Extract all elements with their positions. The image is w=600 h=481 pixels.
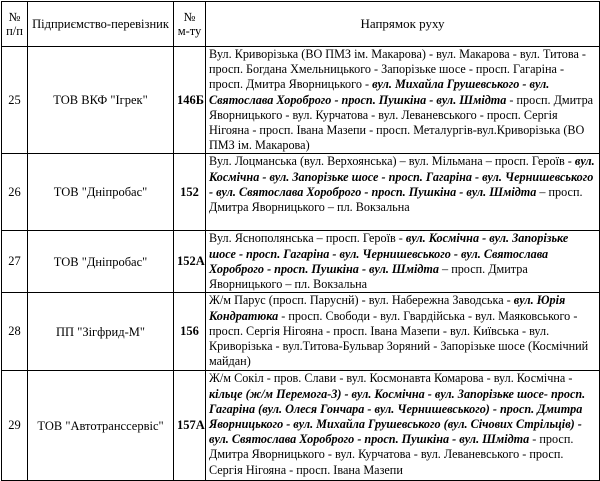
- direction-segment: Вул. Криворізька (ВО ПМЗ ім. Макарова) - вул. Макарова - вул. Титова - просп. Богдана Хмельницького - Запорізьке шосе - просп. Гагаріна - просп. Дмитра Яворницького -: [209, 47, 586, 92]
- direction-segment-highlight: кільце (ж/м Перемога-3) - вул. Космічна - вул. Запорізьке шосе- просп. Гагаріна (вул. Олеся Гончара - вул. Чернишевського) - просп. Дмитра Яворницького - вул. Михайла Грушевського (вул. Січових Стрільців) - вул. Святослава Хороброго - просп. Пушкіна - вул. Шмідта: [209, 386, 586, 447]
- row-num: 26: [2, 154, 28, 231]
- row-num: 25: [2, 47, 28, 154]
- row-route-number: 152А: [174, 231, 206, 293]
- direction-segment: Ж/м Сокіл - пров. Слави - вул. Космонавта Комарова - вул. Космічна -: [209, 371, 573, 386]
- row-num: 27: [2, 231, 28, 293]
- routes-table: [1, 1, 600, 481]
- row-num: 28: [2, 293, 28, 371]
- table-row: [2, 231, 600, 293]
- header-route-no: № м-ту: [174, 2, 206, 47]
- row-carrier: ТОВ "Автотранссервіс": [28, 371, 174, 481]
- header-direction: Напрямок руху: [206, 2, 600, 47]
- row-route-number: 152: [174, 154, 206, 231]
- header-num: № п/п: [2, 2, 28, 47]
- table-row: [2, 47, 600, 154]
- direction-segment-highlight: вул. Космічна - вул. Запорізьке шосе - просп. Гагаріна - вул. Чернишевського - вул. Святослава Хороброго - просп. Пушкіна - вул. Шмідта: [209, 154, 595, 199]
- direction-segment: – просп. Дмитра Яворницького – пл. Вокзальна: [209, 261, 528, 292]
- row-carrier: ТОВ ВКФ "Ігрек": [28, 47, 174, 154]
- row-carrier: ПП "Зігфрид-М": [28, 293, 174, 371]
- row-direction: [206, 154, 600, 231]
- direction-segment: - просп. Дмитра Яворницького - вул. Курчатова - вул. Леваневського - просп. Сергія Нігояна - просп. Івана Мазепи - просп. Металургів-вул.Криворізька (ВО ПМЗ ім. Макарова): [209, 92, 594, 153]
- row-num: 29: [2, 371, 28, 481]
- row-route-number: 157А: [174, 371, 206, 481]
- row-direction: [206, 47, 600, 154]
- direction-segment: Ж/м Парус (просп. Паруснй) - вул. Набережна Заводська -: [209, 293, 514, 308]
- table-row: [2, 371, 600, 481]
- row-direction: [206, 231, 600, 293]
- direction-segment: Вул. Лоцманська (вул. Верхоянська) – вул. Мільмана – просп. Героїв -: [209, 154, 575, 169]
- direction-segment-highlight: вул. Юрія Кондратюка: [209, 293, 566, 323]
- row-route-number: 146Б: [174, 47, 206, 154]
- row-direction: [206, 371, 600, 481]
- direction-segment-highlight: вул. Михайла Грушевського - вул. Святослава Хороброго - просп. Пушкіна - вул. Шмідта: [209, 77, 550, 107]
- direction-segment: - просп. Дмитра Яворницького - вул. Курчатова - вул. Леваневського - просп. Сергія Нігояна - просп. Івана Мазепи: [209, 432, 574, 477]
- row-carrier: ТОВ "Дніпробас": [28, 231, 174, 293]
- direction-segment: - просп. Свободи - вул. Гвардійська - вул. Маяковського - просп. Сергія Нігояна - просп. Івана Мазепи - вул. Київська - вул. Криворізька - вул.Титова-Бульвар Зоряний - Запорізьке шосе (Космічний майдан): [209, 308, 589, 369]
- header-carrier: Підприємство-перевізник: [28, 2, 174, 47]
- direction-segment: Вул. Яснополянська – просп. Героїв -: [209, 231, 406, 246]
- direction-segment: – просп. Дмитра Яворницького – пл. Вокзальна: [209, 184, 583, 215]
- header-row: [2, 2, 600, 47]
- row-route-number: 156: [174, 293, 206, 371]
- table-row: [2, 154, 600, 231]
- row-carrier: ТОВ "Дніпробас": [28, 154, 174, 231]
- row-direction: [206, 293, 600, 371]
- table-row: [2, 293, 600, 371]
- direction-segment-highlight: вул. Космічна - вул. Запорізьке шосе - просп. Гагаріна - вул. Чернишевського - вул. Святослава Хороброго - просп. Пушкіна - вул. Шмідта: [209, 231, 569, 276]
